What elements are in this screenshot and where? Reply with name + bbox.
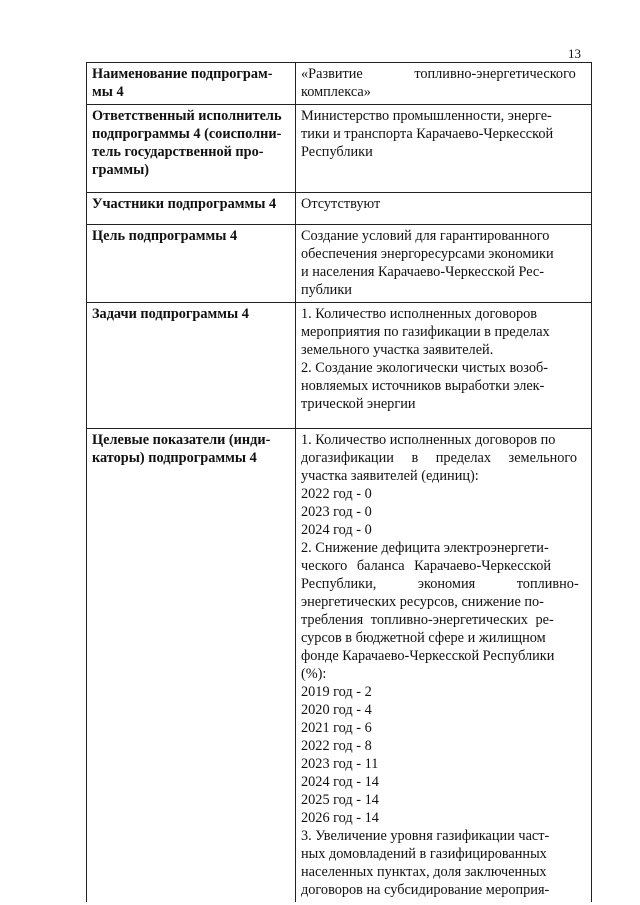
row-value (296, 63, 592, 105)
label-line: Задачи подпрограммы 4 (92, 306, 249, 322)
label-line: подпрограммы 4 (соисполни- (92, 126, 282, 142)
subprogram-passport-table (86, 62, 592, 902)
label-line: тель государственной про- (92, 144, 264, 160)
value-line: 2019 год - 2 (301, 684, 372, 700)
value-line: и населения Карачаево-Черкесской Рес- (301, 264, 545, 280)
table-row-indicators (87, 429, 592, 903)
value-line: Министерство промышленности, энерге- (301, 108, 552, 124)
value-line: 3. Увеличение уровня газификации част- (301, 828, 550, 844)
value-line: населенных пунктах, доля заключенных (301, 864, 547, 880)
value-line: Отсутствуют (301, 196, 381, 212)
value-line: участка заявителей (единиц): (301, 468, 479, 484)
value-line: 2024 год - 14 (301, 774, 379, 790)
value-line: ных домовладений в газифицированных (301, 846, 547, 862)
value-line: обеспечения энергоресурсами экономики (301, 246, 554, 262)
row-label (87, 105, 296, 193)
value-line: Республики (301, 144, 373, 160)
row-label (87, 225, 296, 303)
row-label (87, 63, 296, 105)
value-line: энергетических ресурсов, снижение по- (301, 594, 544, 610)
label-line: мы 4 (92, 84, 124, 100)
row-value (296, 193, 592, 225)
label-line: Целевые показатели (инди- (92, 432, 271, 448)
value-line: Создание условий для гарантированного (301, 228, 550, 244)
label-line: Цель подпрограммы 4 (92, 228, 238, 244)
value-line: 2025 год - 14 (301, 792, 379, 808)
row-value (296, 225, 592, 303)
value-line: 2. Создание экологически чистых возоб- (301, 360, 549, 376)
value-line: «Развитие топливно-энергетического (301, 66, 576, 82)
value-line: комплекса» (301, 84, 371, 100)
value-line: трической энергии (301, 396, 416, 412)
value-line: мероприятия по газификации в пределах (301, 324, 550, 340)
table-row-executor (87, 105, 592, 193)
value-line: сурсов в бюджетной сфере и жилищном (301, 630, 546, 646)
page-number: 13 (568, 46, 581, 61)
label-line: граммы) (92, 162, 149, 178)
value-line: 2026 год - 14 (301, 810, 379, 826)
label-line: Участники подпрограммы 4 (92, 196, 277, 212)
value-line: 2020 год - 4 (301, 702, 372, 718)
value-line: договоров на субсидирование мероприя- (301, 882, 550, 898)
value-line: 2022 год - 0 (301, 486, 372, 502)
label-line: Ответственный исполнитель (92, 108, 282, 124)
value-line: 2022 год - 8 (301, 738, 372, 754)
label-line: каторы) подпрограммы 4 (92, 450, 257, 466)
value-line: 1. Количество исполненных договоров (301, 306, 538, 322)
value-line: 2023 год - 11 (301, 756, 379, 772)
value-line: земельного участка заявителей. (301, 342, 494, 358)
value-line: 2023 год - 0 (301, 504, 372, 520)
label-line: Наименование подпрограм- (92, 66, 273, 82)
value-line: требления топливно-энергетических ре- (301, 612, 554, 628)
value-line: (%): (301, 666, 327, 682)
row-label (87, 303, 296, 429)
table-row-name (87, 63, 592, 105)
value-line: 2024 год - 0 (301, 522, 372, 538)
value-line: 1. Количество исполненных договоров по (301, 432, 556, 448)
row-value (296, 303, 592, 429)
value-line: 2021 год - 6 (301, 720, 372, 736)
row-value (296, 429, 592, 903)
value-line: тики и транспорта Карачаево-Черкесской (301, 126, 554, 142)
table-row-tasks (87, 303, 592, 429)
value-line: Республики, экономия топливно- (301, 576, 579, 592)
value-line: публики (301, 282, 352, 298)
value-line: новляемых источников выработки элек- (301, 378, 545, 394)
value-line: ческого баланса Карачаево-Черкесской (301, 558, 551, 574)
table-row-participants (87, 193, 592, 225)
row-label (87, 193, 296, 225)
table-row-goal (87, 225, 592, 303)
value-line: догазификации в пределах земельного (301, 450, 578, 466)
value-line: 2. Снижение дефицита электроэнергети- (301, 540, 549, 556)
value-line: фонде Карачаево-Черкесской Республики (301, 648, 555, 664)
row-label (87, 429, 296, 903)
row-value (296, 105, 592, 193)
spacer (301, 413, 586, 425)
